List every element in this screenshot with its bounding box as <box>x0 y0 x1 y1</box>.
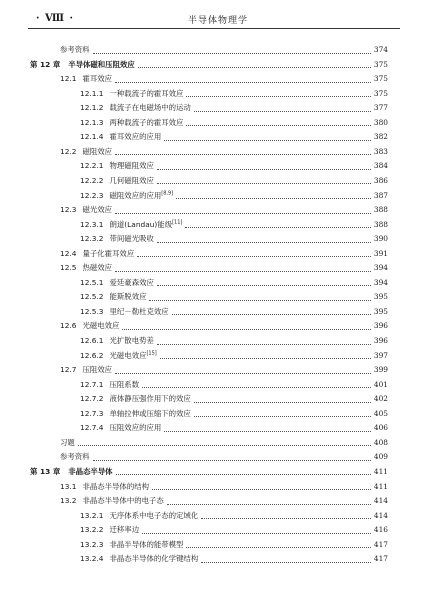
toc-entry-number: 12.1.4 <box>80 132 104 142</box>
toc-entry <box>80 539 388 553</box>
toc-entry-number: 12.5.1 <box>80 277 104 287</box>
dot-leader <box>78 445 371 446</box>
toc-entry <box>80 291 388 305</box>
toc-entry-title: 参考资料 <box>60 45 90 54</box>
toc-entry-title: 量子化霍耳效应 <box>82 248 135 258</box>
dot-leader <box>164 431 371 432</box>
toc-page-number: 408 <box>373 437 388 447</box>
toc-entry <box>60 364 388 378</box>
dot-leader <box>122 329 370 330</box>
dot-leader <box>157 242 371 243</box>
toc-entry <box>60 146 388 160</box>
toc-entry <box>80 88 388 102</box>
toc-entry-number: 12.6.1 <box>80 336 104 345</box>
toc-entry-number: 12.1.2 <box>80 103 104 113</box>
toc-entry-number: 12.7 <box>60 365 77 375</box>
toc-entry-number: 13.2.2 <box>80 525 104 535</box>
toc-entry-title: 载流子在电磁场中的运动 <box>109 103 191 113</box>
dot-leader <box>93 460 371 461</box>
toc-entry-title: 两种载流子的霍耳效应 <box>109 117 184 127</box>
toc-page-number: 401 <box>373 379 388 389</box>
toc-entry-title: 热磁效应 <box>82 263 113 273</box>
toc-entry-title: 光扩散电势差 <box>109 336 154 345</box>
toc-page-number: 375 <box>373 59 388 69</box>
toc-entry-number: 12.7.2 <box>80 394 104 404</box>
toc-page-number: 383 <box>373 146 388 156</box>
toc-entry <box>80 335 388 349</box>
toc-entry-number: 12.2 <box>60 146 77 156</box>
toc-entry-number: 12.4 <box>60 248 77 258</box>
toc-entry-title: 习题 <box>60 437 75 447</box>
toc-entry <box>80 233 388 247</box>
toc-entry <box>80 379 388 393</box>
toc-page-number: 374 <box>373 45 388 54</box>
dot-leader <box>115 373 371 374</box>
toc-page-number: 388 <box>373 205 388 215</box>
toc-entry <box>80 510 388 524</box>
toc-page-number: 394 <box>373 277 388 287</box>
dot-leader <box>186 125 370 126</box>
toc-entry <box>80 408 388 422</box>
toc-entry-number: 12.6.2 <box>80 350 104 360</box>
toc-entry-number: 第 13 章 <box>30 466 61 476</box>
toc-entry-title: 压阻系数 <box>109 379 140 389</box>
toc-page-number: 411 <box>373 481 388 491</box>
toc-entry-title: 非晶态半导体的结构 <box>82 481 149 491</box>
toc-entry <box>80 102 388 116</box>
toc-entry-number: 12.7.4 <box>80 423 104 433</box>
toc-entry-number: 13.2.3 <box>80 539 104 549</box>
page-number: · Ⅷ · <box>36 13 74 24</box>
citation-superscript: [8,9] <box>161 190 174 197</box>
toc-entry-number: 12.3.2 <box>80 234 104 244</box>
toc-page-number: 409 <box>373 452 388 462</box>
toc-entry-number: 12.3 <box>60 205 77 215</box>
dot-leader <box>160 358 371 359</box>
toc-entry <box>60 204 388 218</box>
toc-chapter-entry <box>30 59 388 73</box>
toc-entry-number: 12.5.2 <box>80 292 104 302</box>
toc-entry <box>60 73 388 87</box>
toc-entry <box>80 131 388 145</box>
toc-entry-title: 压阻效应的应用 <box>109 423 162 433</box>
toc-entry-title: 一种载流子的霍耳效应 <box>109 88 184 98</box>
toc-entry <box>80 219 388 233</box>
dot-leader <box>115 213 371 214</box>
toc-entry <box>80 350 388 364</box>
toc-entry-title: 带间磁光吸收 <box>109 234 154 244</box>
dot-leader <box>201 562 371 563</box>
toc-entry-title: 霍耳效应 <box>82 74 113 84</box>
toc-entry-number: 第 12 章 <box>30 59 61 69</box>
dot-leader <box>142 533 371 534</box>
toc-page-number: 406 <box>373 423 388 433</box>
dot-leader <box>201 518 371 519</box>
toc-page-number: 417 <box>373 539 388 549</box>
toc-entry-number: 12.6 <box>60 321 77 331</box>
toc-entry <box>60 495 388 509</box>
running-title: 半导体物理学 <box>188 16 249 26</box>
toc-entry-title: 磁光效应 <box>82 205 113 215</box>
toc-entry-title: 磁阻效应 <box>82 146 113 156</box>
toc-page-number: 417 <box>373 554 388 564</box>
toc-entry <box>80 277 388 291</box>
toc-entry-title: 无序体系中电子态的定域化 <box>109 510 199 520</box>
dot-leader <box>186 547 370 548</box>
toc-entry-number: 13.2 <box>60 496 77 506</box>
dot-leader <box>176 198 371 199</box>
toc-entry <box>80 524 388 538</box>
toc-entry-title: 几何磁阻效应 <box>109 175 154 185</box>
toc-entry <box>60 320 388 334</box>
toc-entry-title: 非晶态半导体中的电子态 <box>82 496 164 506</box>
toc-entry-title: 迁移率边 <box>109 525 140 535</box>
toc-entry <box>80 393 388 407</box>
page-header <box>28 10 400 32</box>
dot-leader <box>115 154 371 155</box>
toc-entry <box>60 44 388 58</box>
dot-leader <box>115 271 371 272</box>
toc-entry-title: 液体静压强作用下的效应 <box>109 394 191 404</box>
toc-entry-title: 磁阻效应的应用[8,9] <box>109 190 174 200</box>
toc-entry-title: 光磁电效应[15] <box>109 350 157 360</box>
dot-leader <box>186 96 370 97</box>
dot-leader <box>194 416 371 417</box>
toc-entry-title: 霍耳效应的应用 <box>109 132 162 142</box>
dot-leader <box>137 256 371 257</box>
citation-superscript: [15] <box>146 350 157 357</box>
toc-entry-number: 12.3.1 <box>80 219 104 229</box>
toc-page-number: 377 <box>373 103 388 113</box>
toc-page-number: 411 <box>373 466 388 476</box>
toc-entry-number: 12.1 <box>60 74 77 84</box>
toc-entry-title: 能斯脱效应 <box>109 292 147 302</box>
toc-page-number: 396 <box>373 336 388 345</box>
toc-entry-number: 12.1.3 <box>80 117 104 127</box>
dot-leader <box>115 82 371 83</box>
dot-leader <box>172 314 371 315</box>
dot-leader <box>167 504 371 505</box>
dot-leader <box>157 285 371 286</box>
toc-page-number: 396 <box>373 321 388 331</box>
toc-entry <box>60 262 388 276</box>
dot-leader <box>138 67 371 68</box>
toc-entry-title: 半导体磁和压阻效应 <box>68 59 135 69</box>
toc-entry <box>80 175 388 189</box>
toc-page-number: 395 <box>373 292 388 302</box>
toc-page-number: 386 <box>373 175 388 185</box>
toc-entry <box>80 422 388 436</box>
toc-entry-number: 12.5 <box>60 263 77 273</box>
toc-entry-number: 12.2.2 <box>80 175 104 185</box>
toc-page-number: 390 <box>373 234 388 244</box>
toc-page-number: 384 <box>373 161 388 171</box>
toc-entry-title: 里纪－勒杜克效应 <box>109 306 169 316</box>
toc-entry-number: 13.1 <box>60 481 77 491</box>
toc-entry-title: 压阻效应 <box>82 365 113 375</box>
toc-page-number: 414 <box>373 510 388 520</box>
toc-entry <box>80 117 388 131</box>
toc-page-number: 395 <box>373 306 388 316</box>
dot-leader <box>157 344 371 345</box>
toc-page-number: 380 <box>373 117 388 127</box>
toc-page-number: 387 <box>373 190 388 200</box>
toc-entry-number: 12.5.3 <box>80 306 104 316</box>
toc-entry <box>60 451 388 465</box>
toc-page-number: 402 <box>373 394 388 404</box>
header-rule <box>28 28 400 29</box>
dot-leader <box>194 111 371 112</box>
toc-page-number: 394 <box>373 263 388 273</box>
dot-leader <box>185 227 371 228</box>
toc-entry-title: 非晶半导体的能带模型 <box>109 539 184 549</box>
toc-entry-number: 12.1.1 <box>80 88 104 98</box>
toc-entry-number: 12.7.1 <box>80 379 104 389</box>
toc-entry-title: 光磁电效应 <box>82 321 120 331</box>
toc-entry <box>80 306 388 320</box>
dot-leader <box>194 402 371 403</box>
toc-entry-title: 非晶态半导体的化学键结构 <box>109 554 199 564</box>
toc-entry-number: 13.2.1 <box>80 510 104 520</box>
dot-leader <box>93 53 371 54</box>
dot-leader <box>152 489 371 490</box>
dot-leader <box>157 169 371 170</box>
dot-leader <box>149 300 370 301</box>
toc-entry-title: 非晶态半导体 <box>68 466 113 476</box>
toc-page-number: 416 <box>373 525 388 535</box>
toc-page-number: 391 <box>373 248 388 258</box>
toc-entry-title: 物理磁阻效应 <box>109 161 154 171</box>
dot-leader <box>142 387 371 388</box>
toc-page-number: 375 <box>373 74 388 84</box>
toc-entry <box>80 553 388 567</box>
toc-entry-title: 单轴拉伸或压缩下的效应 <box>109 408 191 418</box>
toc-entry-number: 13.2.4 <box>80 554 104 564</box>
toc-entry-title: 参考资料 <box>60 452 90 462</box>
toc-entry <box>60 248 388 262</box>
toc-page-number: 405 <box>373 408 388 418</box>
dot-leader <box>157 183 371 184</box>
toc-chapter-entry <box>30 466 388 480</box>
dot-leader <box>116 474 371 475</box>
toc-entry-title: 朗道(Landau)能级[11] <box>109 219 183 229</box>
dot-leader <box>164 140 371 141</box>
toc-entry <box>80 160 388 174</box>
toc-entry <box>60 481 388 495</box>
toc-page-number: 414 <box>373 496 388 506</box>
toc-entry-number: 12.2.1 <box>80 161 104 171</box>
toc-entry-number: 12.7.3 <box>80 408 104 418</box>
toc-page-number: 397 <box>373 350 388 360</box>
toc-page-number: 399 <box>373 365 388 375</box>
toc-entry-number: 12.2.3 <box>80 190 104 200</box>
toc-page-number: 375 <box>373 88 388 98</box>
toc-entry <box>80 190 388 204</box>
toc-entry-title: 爱廷豪森效应 <box>109 277 154 287</box>
toc-entry <box>60 437 388 451</box>
toc-page-number: 388 <box>373 219 388 229</box>
citation-superscript: [11] <box>172 219 183 226</box>
toc-page-number: 382 <box>373 132 388 142</box>
